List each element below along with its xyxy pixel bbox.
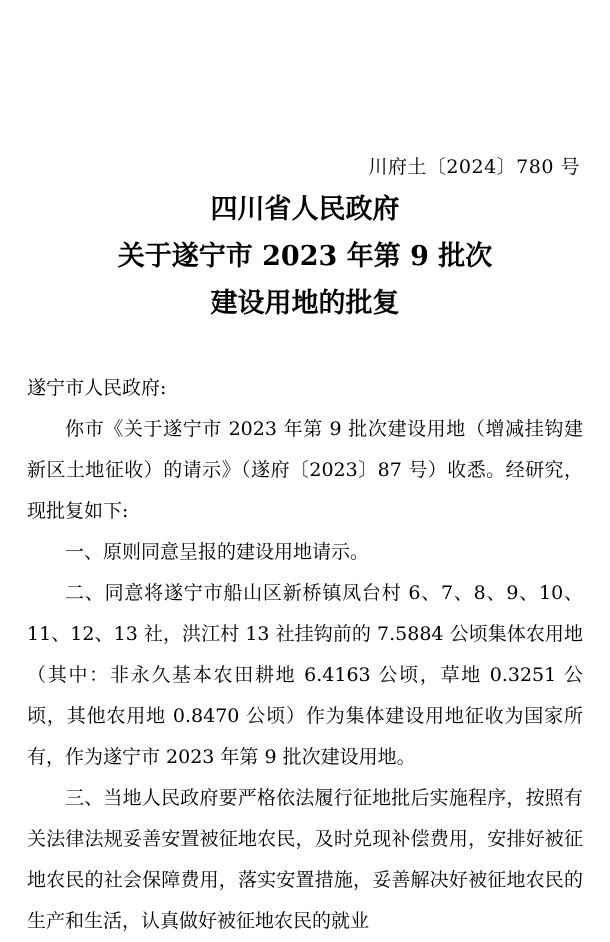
- document-title-line-2: 关于遂宁市 2023 年第 9 批次: [117, 241, 493, 272]
- paragraph-item-1: 一、原则同意呈报的建设用地请示。: [65, 541, 370, 563]
- document-body: [27, 368, 583, 942]
- document-number: 川府土〔2024〕780 号: [368, 156, 580, 178]
- document-title-line-3: 建设用地的批复: [210, 288, 400, 319]
- paragraph-item-3: 三、当地人民政府要严格依法履行征地批后实施程序，按照有关法律法规妥善安置被征地农民，及时兑现补偿费用，安排好被征地农民的社会保障费用，落实安置措施，妥善解决好被征地农民的生产和生活，认真做好被征地农民的就业: [27, 787, 583, 932]
- document-title-line-1: 四川省人民政府: [210, 194, 400, 225]
- addressee: 遂宁市人民政府:: [27, 377, 167, 399]
- paragraph-intro: 你市《关于遂宁市 2023 年第 9 批次建设用地（增减挂钩建新区土地征收）的请示》（遂府〔2023〕87 号）收悉。经研究，现批复如下:: [27, 418, 583, 522]
- paragraph-item-2: 二、同意将遂宁市船山区新桥镇凤台村 6、7、8、9、10、11、12、13 社，洪江村 13 社挂钩前的 7.5884 公顷集体农用地（其中：非永久基本农田耕地 6.4163 公顷，草地 0.3251 公顷，其他农用地 0.8470 公顷）作为集体建设用地征收为国家所有，作为遂宁市 2023 年第 9 批次建设用地。: [27, 582, 583, 768]
